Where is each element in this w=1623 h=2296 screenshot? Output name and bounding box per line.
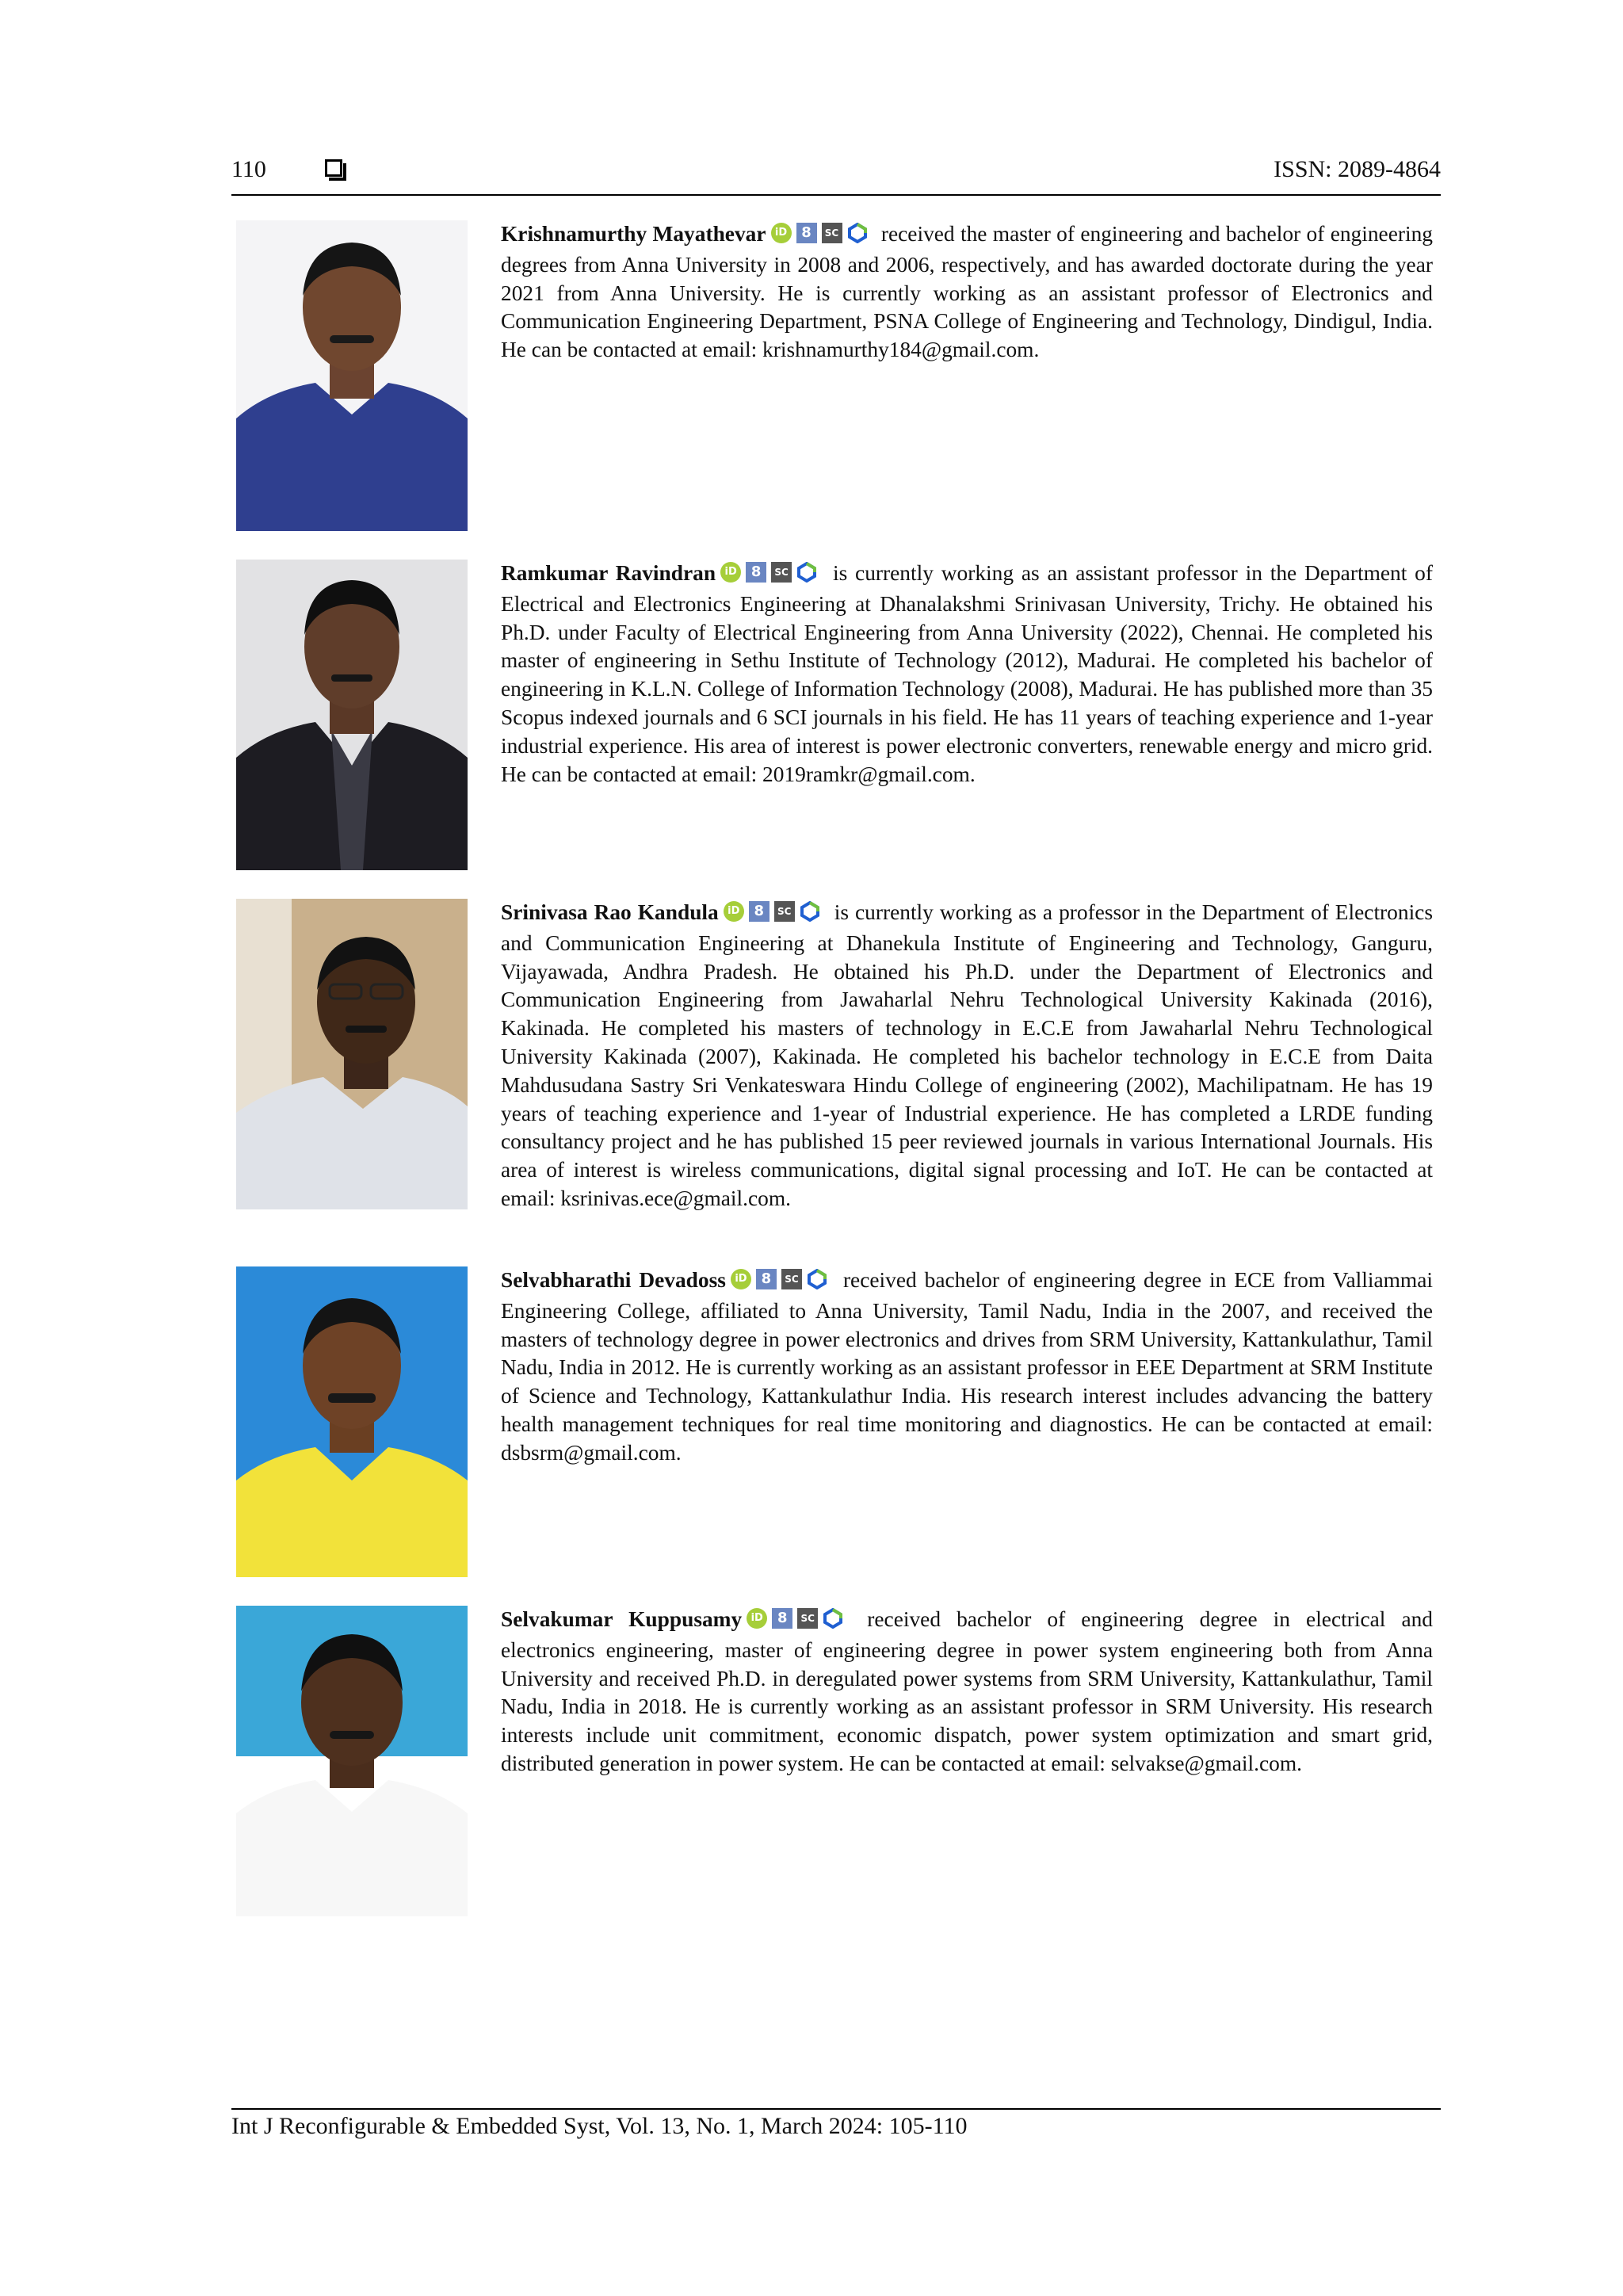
scopus-icon[interactable]: SC [797,1608,818,1629]
issn: ISSN: 2089-4864 [1274,156,1441,182]
publons-icon[interactable] [800,901,820,922]
profile-badges [731,1269,832,1297]
publons-icon[interactable] [823,1608,843,1629]
bio-body: is currently working as an assistant professor in the Department of Electrical and Electronics Engineering at Dhanalakshmi Srinivasan University, Trichy. He obtained his Ph.D. under Faculty of Electrical Engineering from Anna University (2022), Chennai. He completed his master of engineering in Sethu Institute of Technology (2012), Madurai. He completed his bachelor of engineering in K.L.N. College of Information Technology (2008), Madurai. He has published more than 35 Scopus indexed journals and 6 SCI journals in his field. He has 11 years of teaching experience and 1-year industrial experience. His area of interest is power electronic converters, renewable energy and micro grid. He can be contacted at email: 2019ramkr@gmail.com. [501,561,1433,786]
orcid-icon[interactable]: iD [720,562,741,583]
author-name: Krishnamurthy Mayathevar [501,222,766,246]
bio-text [501,1606,1433,1778]
publons-icon[interactable] [807,1269,827,1289]
publons-icon[interactable] [847,223,868,243]
author-photo [236,560,468,870]
bio-body: received bachelor of engineering degree in electrical and electronics engineering, master of engineering degree in power system engineering both from Anna University and received Ph.D. in deregulated power systems from SRM University, Kattankulathur, Tamil Nadu, India in 2018. He is currently working as an assistant professor in SRM University. His research interests include unit commitment, economic dispatch, power system optimization and smart grid, distributed generation in power system. He can be contacted at email: selvakse@gmail.com. [501,1607,1433,1775]
page-number: 110 [231,156,266,182]
page-header [231,153,1441,196]
box-icon [325,159,342,177]
profile-badges [724,901,825,930]
author-photo [236,899,468,1209]
google-scholar-icon[interactable]: 8 [746,562,766,583]
author-photo [236,1606,468,1916]
author-name: Selvakumar Kuppusamy [501,1607,743,1631]
author-photo [236,1266,468,1577]
publons-icon[interactable] [796,562,817,583]
bio-body: received the master of engineering and bachelor of engineering degrees from Anna University in 2008 and 2006, respectively, and has awarded doctorate during the year 2021 from Anna University. He is currently working as an assistant professor of Electronics and Communication Engineering Department, PSNA College of Engineering and Technology, Dindigul, India. He can be contacted at email: krishnamurthy184@gmail.com. [501,222,1433,362]
orcid-icon[interactable]: iD [724,901,744,922]
google-scholar-icon[interactable]: 8 [772,1608,792,1629]
google-scholar-icon[interactable]: 8 [796,223,817,243]
google-scholar-icon[interactable]: 8 [756,1269,777,1289]
profile-badges [720,562,822,590]
author-name: Ramkumar Ravindran [501,561,716,585]
orcid-icon[interactable]: iD [747,1608,767,1629]
journal-citation: Int J Reconfigurable & Embedded Syst, Vol. 13, No. 1, March 2024: 105-110 [231,2113,968,2139]
scopus-icon[interactable]: SC [781,1269,802,1289]
google-scholar-icon[interactable]: 8 [749,901,769,922]
author-name: Selvabharathi Devadoss [501,1268,726,1292]
author-photo [236,220,468,531]
profile-badges [771,223,873,251]
scopus-icon[interactable]: SC [774,901,795,922]
profile-badges [747,1608,848,1637]
bio-text [501,1266,1433,1468]
scopus-icon[interactable]: SC [822,223,842,243]
bio-text [501,899,1433,1213]
page-footer [231,2108,1441,2140]
bio-text [501,220,1433,365]
orcid-icon[interactable]: iD [731,1269,751,1289]
orcid-icon[interactable]: iD [771,223,792,243]
author-name: Srinivasa Rao Kandula [501,900,719,924]
bio-body: received bachelor of engineering degree in ECE from Valliammai Engineering College, affiliated to Anna University, Tamil Nadu, India in the 2007, and received the masters of technology degree in power electronics and drives from SRM University, Kattankulathur, Tamil Nadu, India in 2012. He is currently working as an assistant professor in EEE Department at SRM Institute of Science and Technology, Kattankulathur India. His research interest includes advancing the battery health management techniques for real time monitoring and diagnostics. He can be contacted at email: dsbsrm@gmail.com. [501,1268,1434,1465]
bio-body: is currently working as a professor in the Department of Electronics and Communication Engineering at Dhanekula Institute of Engineering and Technology, Ganguru, Vijayawada, Andhra Pradesh. He obtained his Ph.D. under the Department of Electronics and Communication Engineering from Jawaharlal Nehru Technological University Kakinada (2016), Kakinada. He completed his masters of technology in E.C.E from Jawaharlal Nehru Technological University Kakinada (2007), Kakinada. He completed his bachelor technology in E.C.E from Daita Mahdusudana Sastry Sri Venkateswara Hindu College of engineering (2002), Machilipatnam. He has 19 years of teaching experience and 1-year of Industrial experience. He has completed a LRDE funding consultancy project and he has published 15 peer reviewed journals in various International Journals. His area of interest is wireless communications, digital signal processing and IoT. He can be contacted at email: ksrinivas.ece@gmail.com. [501,900,1434,1210]
scopus-icon[interactable]: SC [771,562,792,583]
bio-text [501,560,1433,789]
